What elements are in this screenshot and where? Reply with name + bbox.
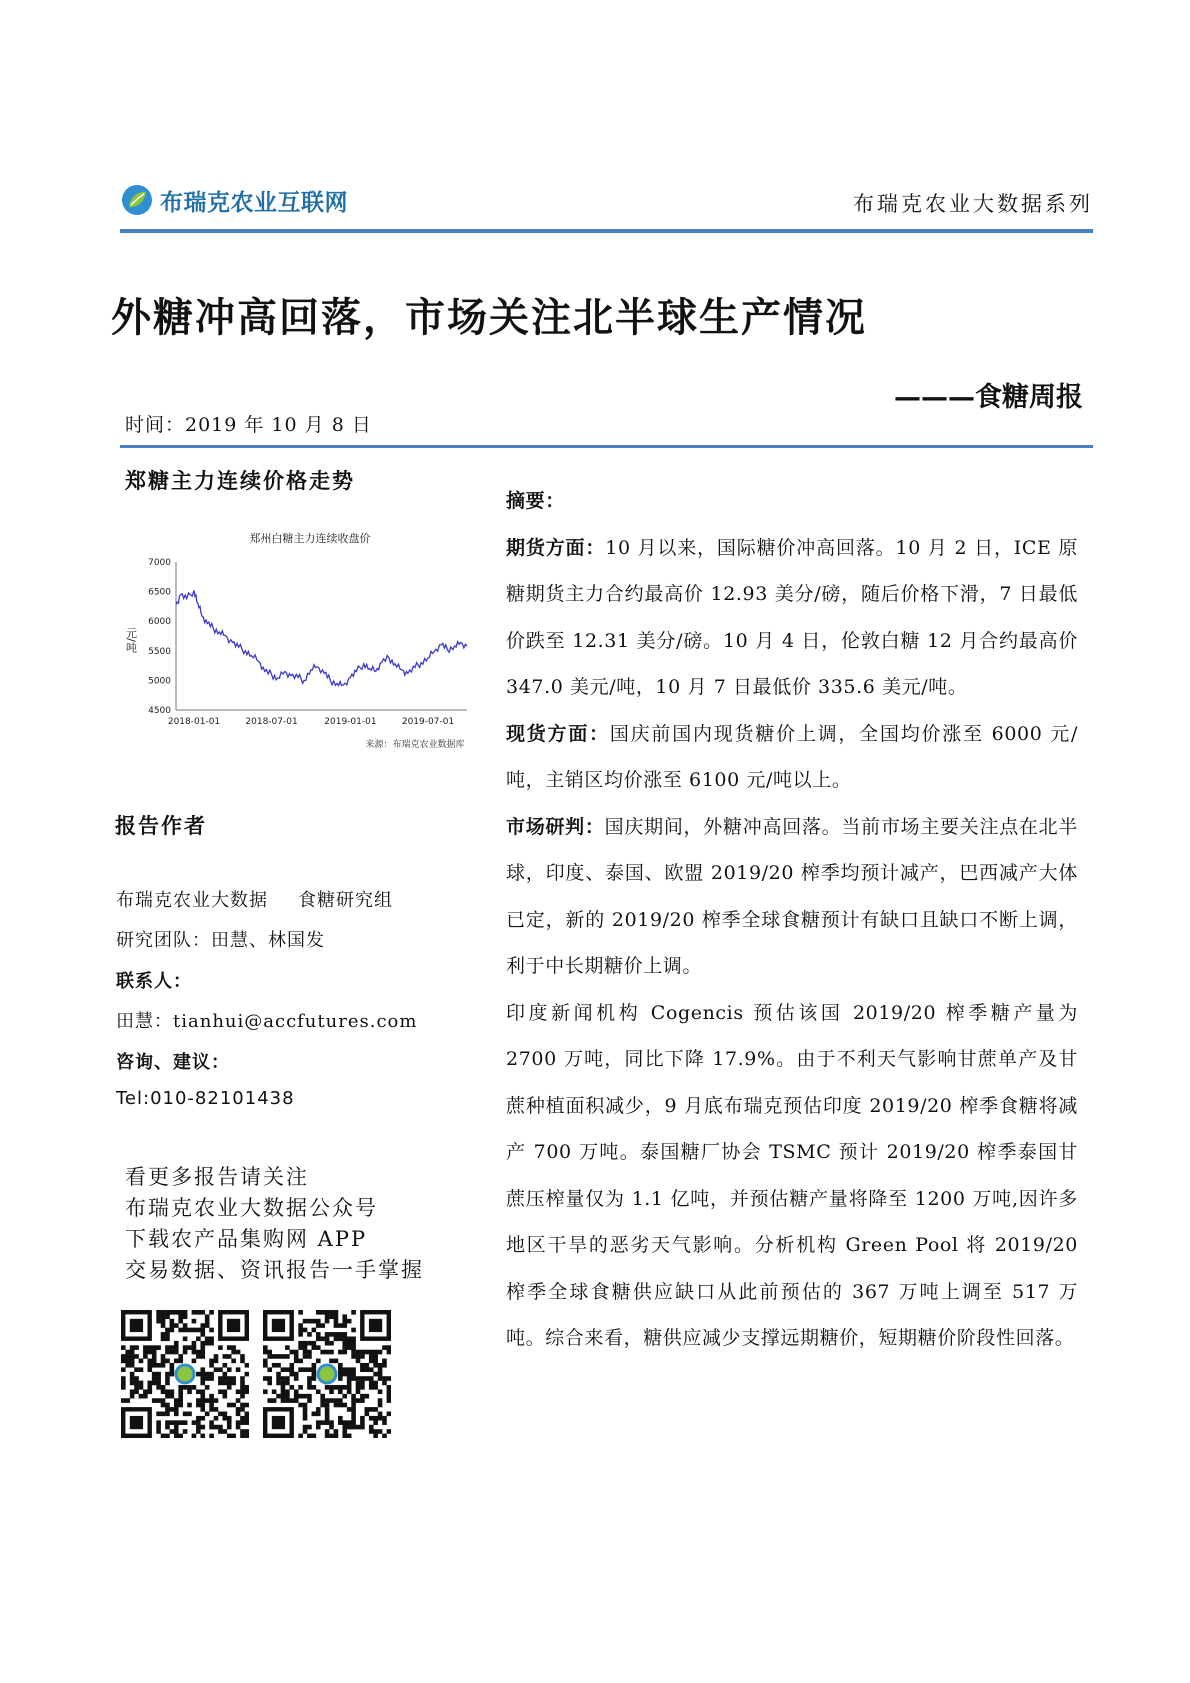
promo-line: 布瑞克农业大数据公众号 [125,1196,378,1220]
logo-text: 布瑞克农业互联网 [160,189,348,216]
y-tick-label: 5500 [148,646,171,657]
contact-phone: Tel:010-82101438 [116,1088,295,1109]
company-logo [120,178,348,222]
wechat-qr-code[interactable] [121,1310,249,1438]
consult-label: 咨询、建议： [116,1052,230,1073]
research-team: 研究团队：田慧、林国发 [116,930,325,951]
promo-line: 下载农产品集购网 APP [125,1227,368,1251]
y-tick-label: 4500 [148,706,171,716]
report-series: 布瑞克农业大数据系列 [853,192,1093,216]
y-tick-label: 6000 [148,617,171,628]
x-tick-label: 2019-07-01 [401,717,455,727]
app-qr-code[interactable] [263,1310,391,1438]
futures-label: 期货方面： [506,536,606,559]
group-name: 食糖研究组 [298,890,393,911]
summary-heading: 摘要： [506,490,565,512]
chart-source: 来源：布瑞克农业数据库 [365,740,465,750]
report-title: 外糖冲高回落，市场关注北半球生产情况 [111,295,867,341]
chart-y-axis-label: 元/吨 [124,627,138,653]
summary-section [506,478,1078,1362]
header-divider [120,229,1093,233]
promo-line: 看更多报告请关注 [125,1165,309,1189]
report-subtitle: ———食糖周报 [894,382,1083,413]
market-text: 国庆期间，外糖冲高回落。当前市场主要关注点在北半球，印度、泰国、欧盟 2019/20 榨季均预计减产，巴西减产大体已定，新的 2019/20 榨季全球食糖预计有缺口且缺口不断上调，利于中长期糖价上调。 [506,815,1078,977]
promo-line: 交易数据、资讯报告一手掌握 [125,1258,424,1282]
author-heading: 报告作者 [115,813,207,838]
market-label: 市场研判： [506,815,605,838]
futures-paragraph [506,525,1078,711]
y-tick-label: 6500 [148,587,171,598]
chart-series-line [176,590,467,685]
promo-text [125,1162,424,1286]
contact-label: 联系人： [116,971,192,992]
y-tick-label: 7000 [148,558,171,568]
spot-label: 现货方面： [506,722,610,745]
report-date: 时间：2019 年 10 月 8 日 [125,414,372,436]
market-paragraph [506,804,1078,990]
futures-text: 10 月以来，国际糖价冲高回落。10 月 2 日，ICE 原糖期货主力合约最高价 12.93 美分/磅，随后价格下滑，7 日最低价跌至 12.31 美分/磅。10 月 4 日，伦敦白糖 12 月合约最高价 347.0 美元/吨，10 月 7 日最低价 335.6 美元/吨。 [506,536,1078,698]
x-tick-label: 2019-01-01 [324,717,377,727]
x-tick-label: 2018-07-01 [245,717,298,727]
price-chart-svg [115,520,485,760]
title-divider [120,445,1093,448]
spot-text: 国庆前国内现货糖价上调，全国均价涨至 6000 元/吨，主销区均价涨至 6100 元/吨以上。 [506,722,1078,791]
leaf-logo-icon [120,183,154,217]
price-chart [115,520,485,760]
india-thailand-paragraph: 印度新闻机构 Cogencis 预估该国 2019/20 榨季糖产量为 2700 万吨，同比下降 17.9%。由于不利天气影响甘蔗单产及甘蔗种植面积减少，9 月底布瑞克预估印度 2019/20 榨季食糖将减产 700 万吨。泰国糖厂协会 TSMC 预计 2019/20 榨季泰国甘蔗压榨量仅为 1.1 亿吨，并预估糖产量将降至 1200 万吨,因许多地区干旱的恶劣天气影响。分析机构 Green Pool 将 2019/20 榨季全球食糖供应缺口从此前预估的 367 万吨上调至 517 万吨。综合来看，糖供应减少支撑远期糖价，短期糖价阶段性回落。 [506,1001,1078,1349]
org-name: 布瑞克农业大数据 [116,890,268,911]
chart-title: 郑州白糖主力连续收盘价 [249,532,371,545]
x-tick-label: 2018-01-01 [167,717,221,727]
y-tick-label: 5000 [148,676,171,687]
author-org [116,886,393,912]
spot-paragraph [506,711,1078,804]
contact-email[interactable]: 田慧：tianhui@accfutures.com [116,1011,418,1032]
chart-heading: 郑糖主力连续价格走势 [125,468,355,493]
